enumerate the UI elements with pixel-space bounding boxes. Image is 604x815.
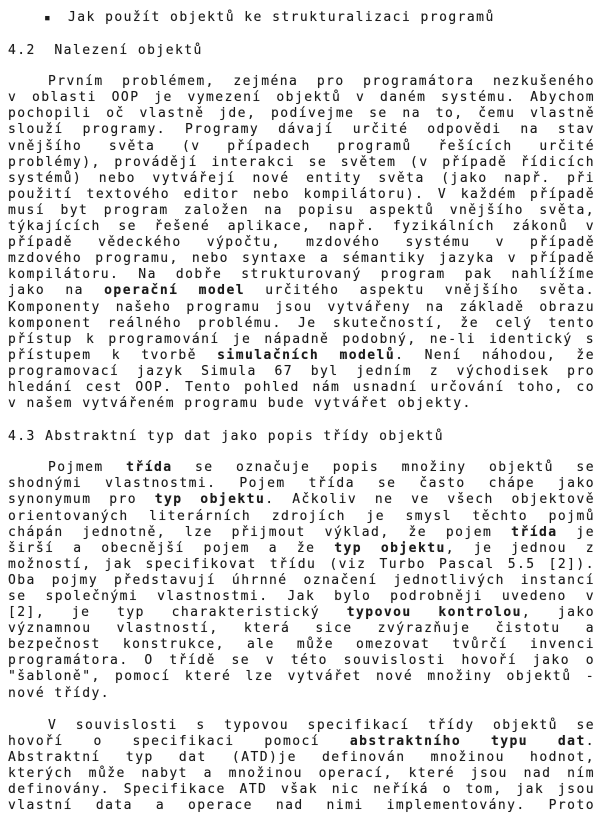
text-line: se společnými vlastnostmi. Jak bylo podrobněji uvedeno v <box>8 589 595 604</box>
bold-term: třída <box>126 460 173 476</box>
text-line: vnějšího světa (v případech programů řešících určité <box>8 138 595 154</box>
text-line: [2], je typ charakteristický typovou kontrolou, jako <box>8 605 595 621</box>
text-line: definovány. Specifikace ATD však nic neříká o tom, jak jsou <box>8 782 595 798</box>
text-line: kterých může nabyt a množinou operací, které jsou nad ním <box>8 765 595 781</box>
bold-term: třída <box>511 524 558 540</box>
bold-term: typovou kontrolou <box>346 605 522 621</box>
text-line: programátora. O třídě se v této souvislosti hovoří jako o <box>8 653 595 669</box>
text-line: systémů) nebo vytvářejí nové entity světa (jako např. při <box>8 170 595 186</box>
document-sections <box>8 43 595 814</box>
text-line: v oblasti OOP je vymezení objektů v daném systému. Abychom <box>8 90 595 106</box>
text-line: případě vědeckého výpočtu, mzdového systému v případě <box>8 235 595 251</box>
text-line: orientovaných literárních zdrojích je smysl těchto pojmů <box>8 508 595 524</box>
text-line: Komponenty našeho programu jsou vytvářeny na základě obrazu <box>8 299 595 315</box>
text-line: hledání cest OOP. Tento pohled nám usnadní určování toho, co <box>8 379 595 395</box>
text-line: bezpečnost konstrukce, ale může omezovat tvůrčí invenci <box>8 637 595 653</box>
text-line: jako na operační model určitého aspektu vnějšího světa. <box>8 283 595 299</box>
text-line: širší a obecnější pojem a že typ objektu, je jednou z <box>8 540 595 556</box>
text-line: vlastní data a operace nad nimi implementovány. Proto <box>8 798 595 814</box>
paragraph <box>8 460 595 701</box>
paragraph <box>8 718 595 815</box>
text-line: programovací jazyk Simula 67 byl jedním z východisek pro <box>8 363 595 379</box>
paragraph <box>8 74 595 412</box>
bullet-icon: ▪ <box>44 11 53 24</box>
text-line: Abstraktní typ dat (ATD)je definován množinou hodnot, <box>8 749 595 765</box>
text-line: hovoří o specifikaci pomocí abstraktního typu dat. <box>8 733 596 749</box>
section-heading: 4.3 Abstraktní typ dat jako popis třídy objektů <box>8 429 445 445</box>
text-line: v našem vytvářeném programu bude vytvářet objekty. <box>8 396 472 412</box>
text-line: slouží programy. Programy dávají určité odpovědi na stav <box>8 122 595 138</box>
text-line: mzdového programu, nebo syntaxe a sémantiky jazyka v případě <box>8 251 595 267</box>
text-line: použití textového editor nebo kompilátoru). V každém případě <box>8 186 595 202</box>
bold-term: typ objektu <box>334 540 446 556</box>
text-line: přístup k programování je nápadně podobný, ne-li identický s <box>8 331 595 347</box>
text-line: přístupem k tvorbě simulačních modelů. Není náhodou, že <box>8 347 595 363</box>
text-line: problémy), provádějí interakci se světem (v případě řídicích <box>8 154 595 170</box>
text-line: pochopili oč vlastně jde, podívejme se na to, čemu vlastně <box>8 106 595 122</box>
text-line: V souvislosti s typovou specifikací třídy objektů se <box>48 717 595 733</box>
bold-term: operační model <box>104 283 245 299</box>
text-line: shodnými vlastnostmi. Pojem třída se často chápe jako <box>8 476 595 492</box>
text-line: chápán jednotně, lze přijmout výklad, že pojem třída je <box>8 524 595 540</box>
text-line: musí byt program založen na popisu aspektů vnějšího světa, <box>8 202 595 218</box>
text-line: "šabloně", pomocí které lze vytvářet nové množiny objektů - <box>8 669 595 685</box>
bold-term: typ objektu <box>154 492 266 508</box>
bold-term: abstraktního typu dat <box>349 733 586 749</box>
bold-term: simulačních modelů <box>217 347 396 363</box>
text-line: nové třídy. <box>8 685 111 701</box>
text-line: Pojmem třída se označuje popis množiny objektů se <box>48 460 595 476</box>
text-line: významnou vlastností, která sice zvýrazňuje čistotu a <box>8 621 595 637</box>
text-line: komponent reálného problému. Je skutečností, že celý tento <box>8 315 595 331</box>
text-line: Prvním problémem, zejména pro programátora nezkušeného <box>48 74 595 90</box>
text-line: synonymum pro typ objektu. Ačkoliv ne ve všech objektově <box>8 492 595 508</box>
bullet-item-text: Jak použít objektů ke strukturalizaci programů <box>68 10 495 25</box>
text-line: Oba pojmy představují úhrnné označení jednotlivých instancí <box>8 572 595 588</box>
bullet-list-item <box>8 10 595 26</box>
text-line: kompilátoru. Na dobře strukturovaný program pak nahlížíme <box>8 267 595 283</box>
text-line: možností, jak specifikovat třídu (viz Turbo Pascal 5.5 [2]). <box>8 556 595 572</box>
section-heading: 4.2 Nalezení objektů <box>8 43 203 59</box>
text-line: týkajících se řešené aplikace, např. fyzikálních zákonů v <box>8 219 595 235</box>
